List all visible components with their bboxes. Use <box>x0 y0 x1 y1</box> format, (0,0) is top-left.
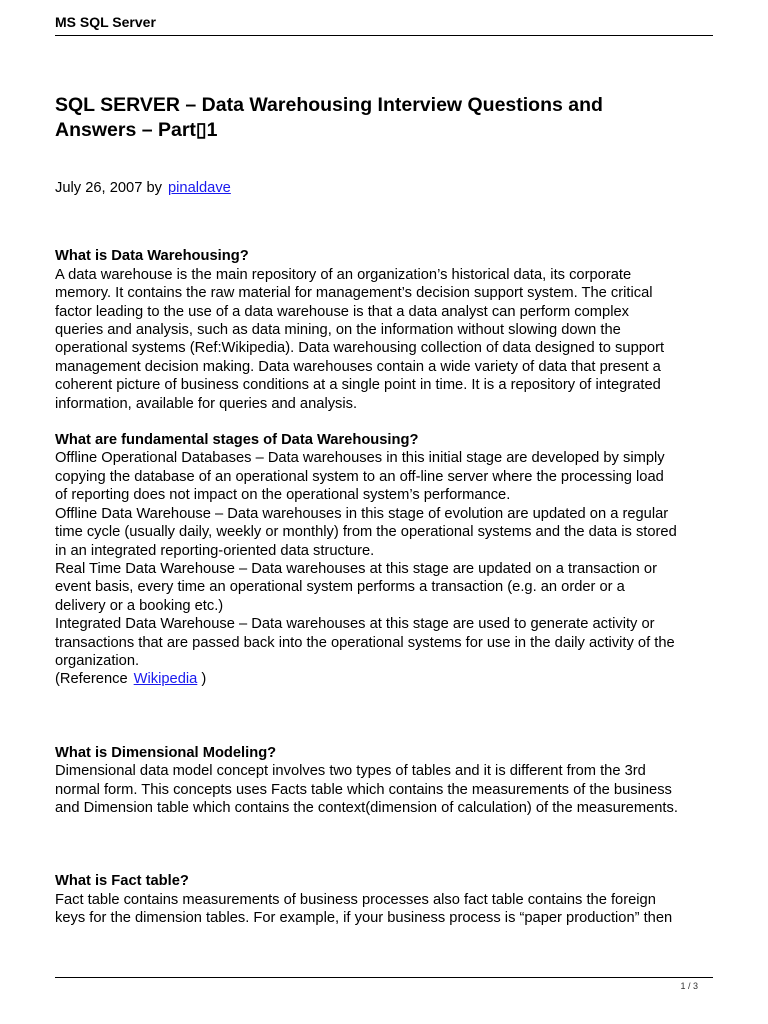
body-line: copying the database of an operational system to an off-line server where the processing load <box>55 468 664 485</box>
section-fact-table <box>55 872 715 927</box>
section-data-warehousing <box>55 247 715 413</box>
wikipedia-link[interactable]: Wikipedia <box>133 671 198 688</box>
article-title <box>55 93 715 143</box>
body-line: delivery or a booking etc.) <box>55 597 224 614</box>
section-stages <box>55 431 715 689</box>
body-line: and Dimension table which contains the context(dimension of calculation) of the measurements. <box>55 799 678 816</box>
body-line: Dimensional data model concept involves two types of tables and it is different from the 3rd <box>55 763 646 780</box>
byline <box>55 179 715 197</box>
post-date: July 26, 2007 by <box>55 180 162 196</box>
body-line: management decision making. Data warehouses contain a wide variety of data that present a <box>55 358 661 375</box>
body-line: A data warehouse is the main repository of an organization’s historical data, its corporate <box>55 266 632 283</box>
body-line: Offline Operational Databases – Data warehouses in this initial stage are developed by simply <box>55 450 665 467</box>
footer-divider <box>55 977 713 978</box>
body-line: organization. <box>55 652 140 669</box>
body-line: time cycle (usually daily, weekly or monthly) from the operational systems and the data is stored <box>55 524 677 541</box>
body-line: Integrated Data Warehouse – Data warehouses at this stage are used to generate activity or <box>55 616 655 633</box>
reference-prefix: (Reference <box>55 671 128 688</box>
document-body <box>55 93 715 928</box>
body-line: in an integrated reporting-oriented data structure. <box>55 542 375 559</box>
body-line: Offline Data Warehouse – Data warehouses in this stage of evolution are updated on a regular <box>55 505 669 522</box>
author-link[interactable]: pinaldave <box>167 180 231 196</box>
reference-suffix: ) <box>201 671 207 688</box>
body-line: Fact table contains measurements of business processes also fact table contains the foreign <box>55 891 656 908</box>
header-divider <box>55 35 713 36</box>
body-line: transactions that are passed back into the operational systems for use in the daily activity of the <box>55 634 675 651</box>
question-heading: What are fundamental stages of Data Warehousing? <box>55 432 419 449</box>
question-heading: What is Data Warehousing? <box>55 248 249 265</box>
question-heading: What is Dimensional Modeling? <box>55 744 277 761</box>
body-line: memory. It contains the raw material for management’s decision support system. The critical <box>55 285 653 302</box>
section-dimensional-modeling <box>55 744 715 818</box>
body-line: information, available for queries and analysis. <box>55 395 358 412</box>
body-line: coherent picture of business conditions at a single point in time. It is a repository of integrated <box>55 377 661 394</box>
article-title-line-2: Answers – Part▯1 <box>55 119 218 141</box>
reference-line <box>55 670 715 688</box>
body-line: of reporting does not impact on the operational system’s performance. <box>55 487 511 504</box>
question-heading: What is Fact table? <box>55 873 189 890</box>
body-line: normal form. This concepts uses Facts table which contains the measurements of the business <box>55 781 672 798</box>
body-line: Real Time Data Warehouse – Data warehouses at this stage are updated on a transaction or <box>55 560 657 577</box>
article-title-line-1: SQL SERVER – Data Warehousing Interview Questions and <box>55 94 603 116</box>
body-line: event basis, every time an operational system performs a transaction (e.g. an order or a <box>55 579 625 596</box>
body-line: queries and analysis, such as data mining, on the information without slowing down the <box>55 322 621 339</box>
body-line: factor leading to the use of a data warehouse is that a data analyst can perform complex <box>55 303 629 320</box>
running-header: MS SQL Server <box>55 14 156 30</box>
body-line: operational systems (Ref:Wikipedia). Data warehousing collection of data designed to support <box>55 340 665 357</box>
page-number: 1 / 3 <box>680 981 698 991</box>
body-line: keys for the dimension tables. For example, if your business process is “paper production” then <box>55 910 673 927</box>
